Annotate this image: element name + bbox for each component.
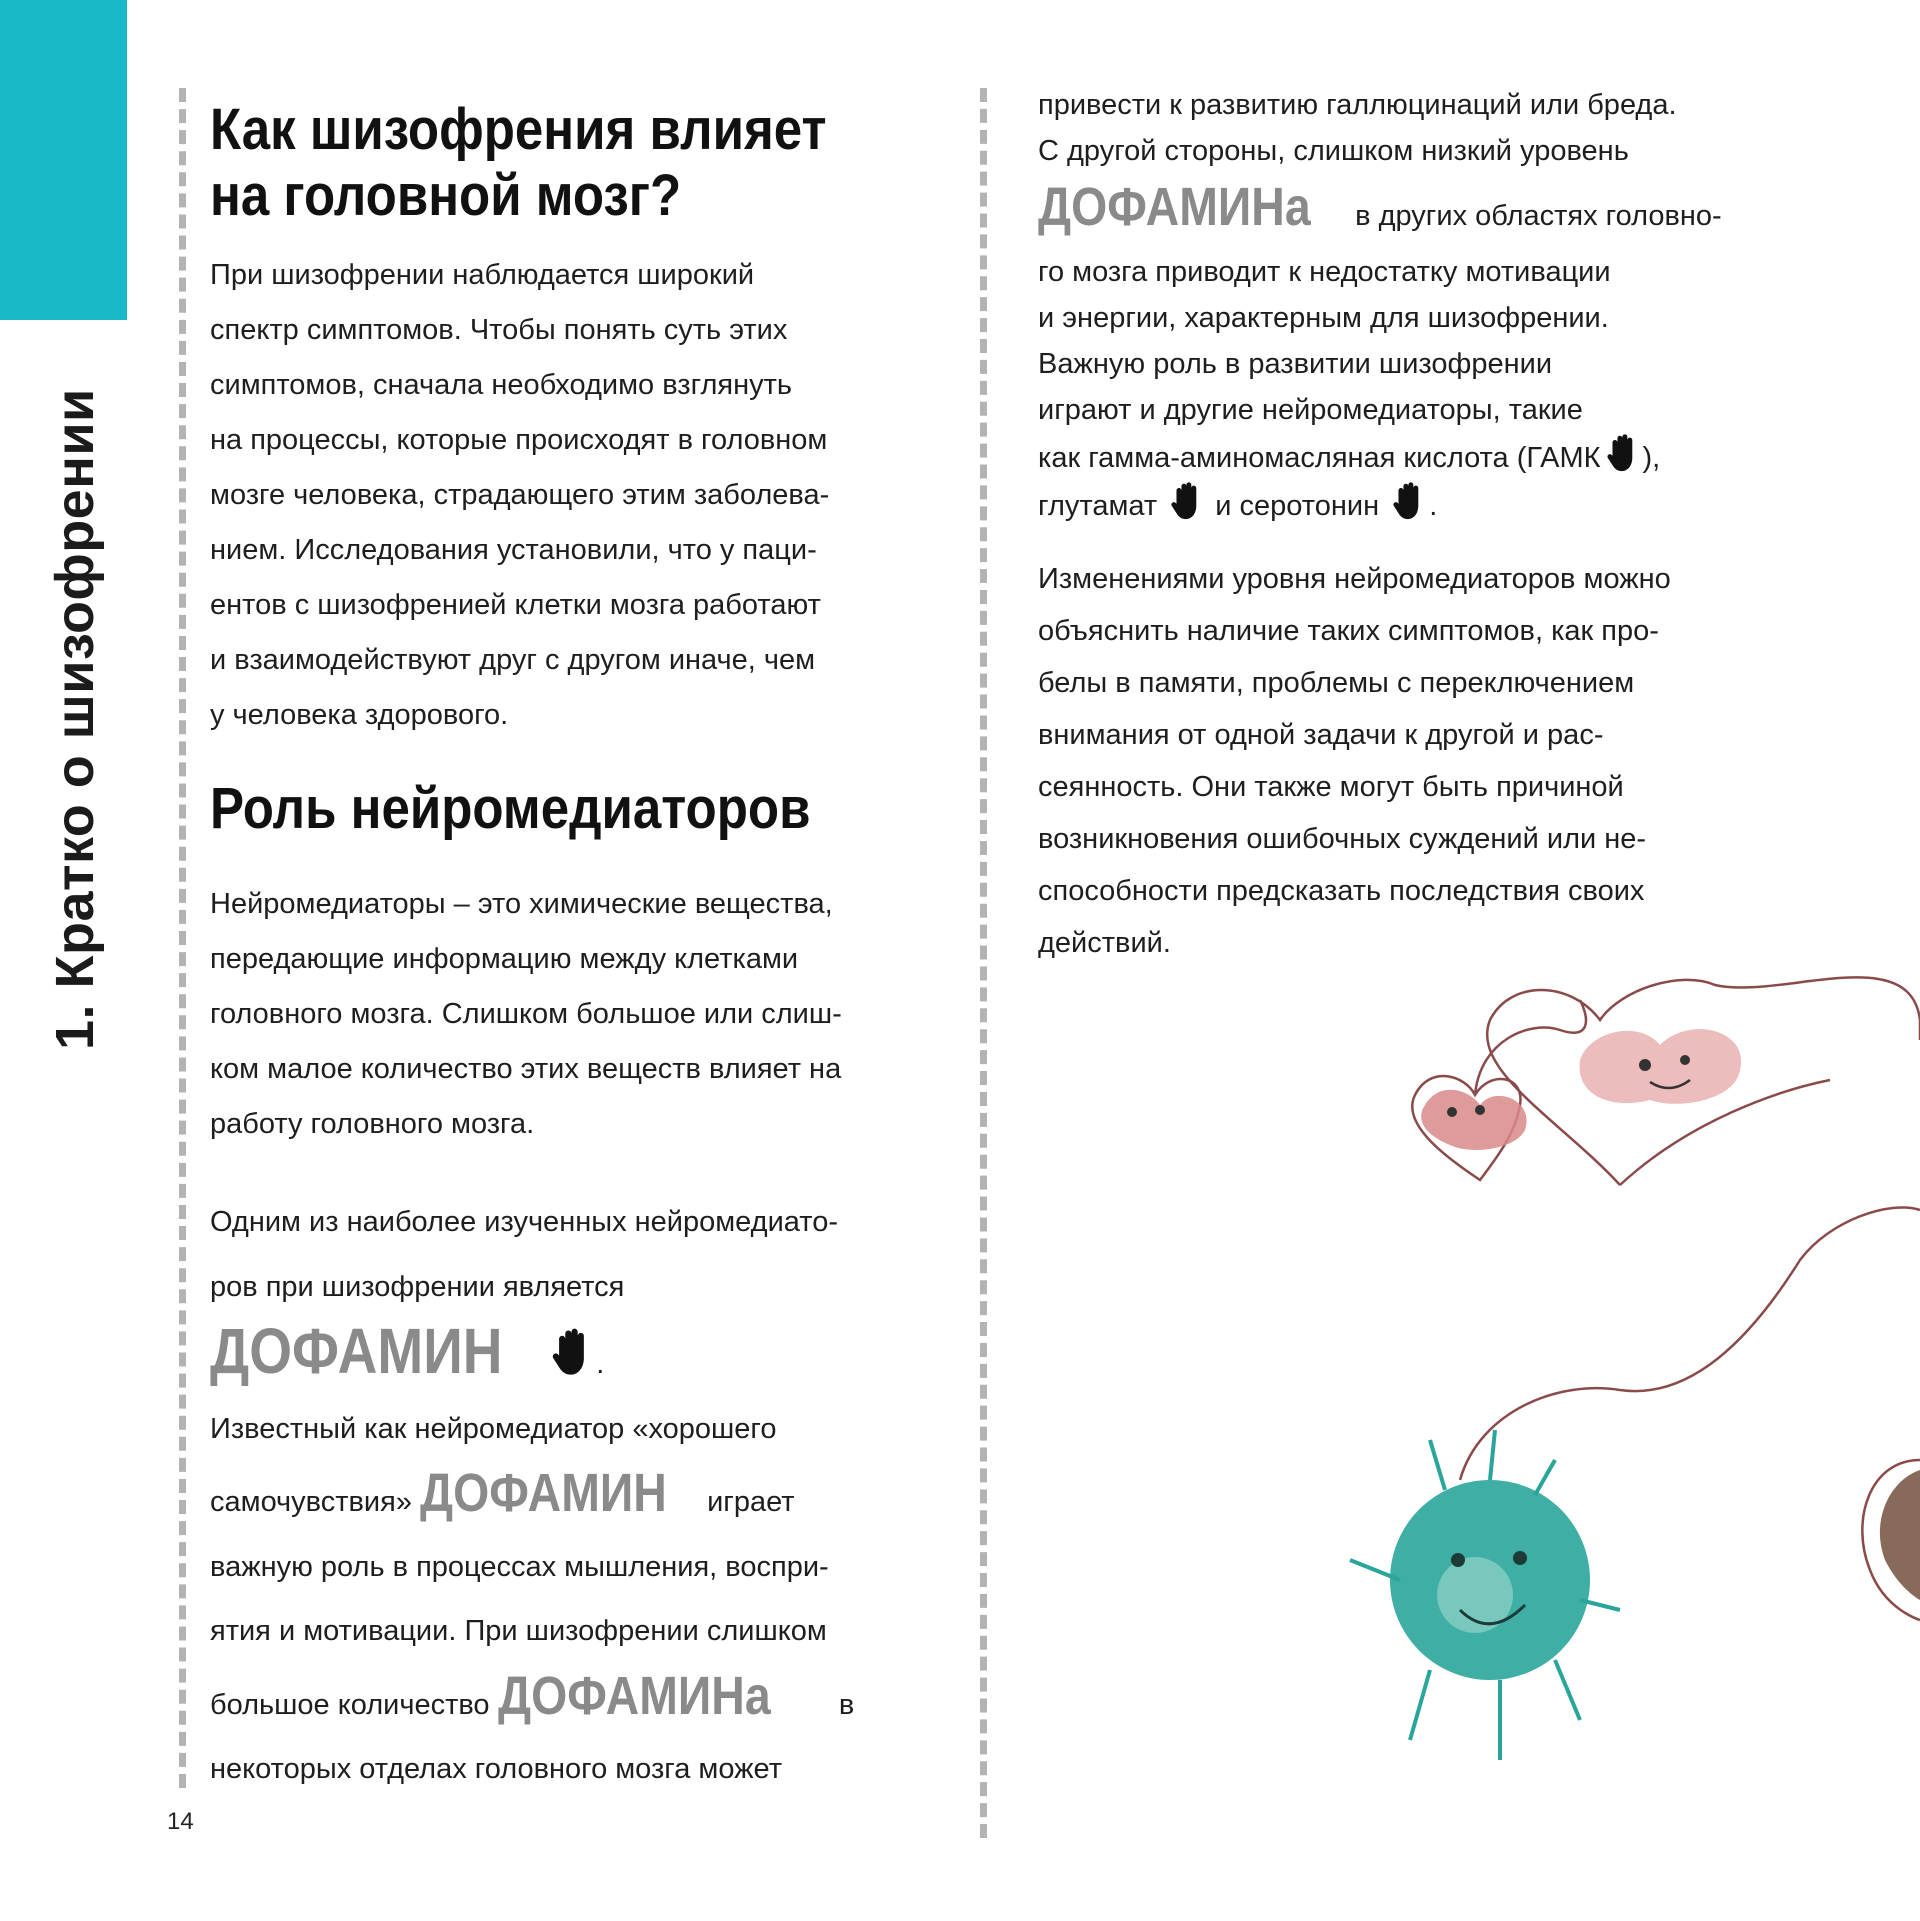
text-fragment: и серотонин — [1215, 490, 1380, 522]
stop-hand-icon — [1391, 481, 1425, 521]
text-line: передающие информацию между клетками — [210, 943, 799, 975]
text-line — [1038, 481, 1818, 529]
text-line: возникновения ошибочных суждений или не- — [1038, 823, 1647, 855]
text-fragment: в — [838, 1688, 855, 1721]
eye-icon — [1475, 1105, 1485, 1115]
red-blob-character — [1421, 1090, 1526, 1150]
text-line: важную роль в процессах мышления, воспри- — [210, 1550, 829, 1583]
text-line: белы в памяти, проблемы с переключением — [1038, 667, 1635, 699]
middle-dashed-divider — [980, 88, 987, 1838]
paragraph-symptoms-explanation — [1038, 553, 1818, 969]
text-line: и взаимодействуют друг с другом иначе, чем — [210, 644, 816, 676]
text-fragment: глутамат — [1038, 490, 1158, 522]
dopamine-highlight: ДОФАМИН — [420, 1463, 667, 1523]
dopamine-highlight: ДОФАМИНа — [497, 1665, 771, 1726]
period: . — [596, 1348, 605, 1380]
stop-hand-icon — [1605, 433, 1639, 473]
section-heading-brain — [210, 97, 914, 229]
dopamine-highlight: ДОФАМИНа — [1038, 177, 1311, 237]
text-fragment: как гамма-аминомасляная кислота (ГАМК — [1038, 442, 1601, 474]
page-number: 14 — [167, 1808, 194, 1835]
text-line — [210, 1664, 970, 1738]
text-line: При шизофрении наблюдается широкий — [210, 259, 755, 291]
text-line: сеянность. Они также могут быть причиной — [1038, 771, 1624, 803]
stop-hand-icon — [550, 1327, 592, 1377]
eye-icon — [1680, 1055, 1690, 1065]
text-line — [1038, 433, 1818, 481]
text-fragment: . — [1429, 490, 1438, 522]
text-line: действий. — [1038, 927, 1171, 959]
text-line: нием. Исследования установили, что у паци- — [210, 534, 817, 566]
eye-icon — [1513, 1551, 1527, 1565]
text-line: способности предсказать последствия своих — [1038, 875, 1645, 907]
heading-line: на головной мозг? — [210, 163, 682, 228]
left-dashed-divider — [179, 88, 186, 1788]
text-line: некоторых отделах головного мозга может — [210, 1753, 782, 1785]
paragraph-dopamine-levels — [1038, 82, 1818, 529]
text-line: на процессы, которые происходят в головном — [210, 424, 828, 456]
text-line: играют и другие нейромедиаторы, такие — [1038, 394, 1583, 426]
text-line: работу головного мозга. — [210, 1108, 535, 1140]
text-fragment: играет — [707, 1486, 795, 1518]
text-fragment: ), — [1642, 442, 1661, 474]
text-line — [1038, 174, 1818, 249]
text-line: ятия и мотивации. При шизофрении слишком — [210, 1615, 827, 1647]
section-color-tab — [0, 0, 127, 320]
text-fragment: большое количество — [210, 1688, 490, 1721]
text-line: го мозга приводит к недостатку мотивации — [1038, 256, 1611, 288]
text-line: спектр симптомов. Чтобы понять суть этих — [210, 314, 788, 346]
text-line: у человека здорового. — [210, 699, 509, 731]
teal-connector — [1460, 1207, 1920, 1480]
text-line: Важную роль в развитии шизофрении — [1038, 348, 1553, 380]
text-line: Изменениями уровня нейромедиаторов можно — [1038, 563, 1671, 595]
text-line: ком малое количество этих веществ влияет на — [210, 1053, 842, 1085]
text-line: Нейромедиаторы – это химические вещества, — [210, 888, 833, 920]
text-line — [210, 1461, 970, 1535]
text-line — [210, 1315, 970, 1397]
watercolor-characters-illustration — [1330, 960, 1920, 1840]
paragraph-symptoms-intro — [210, 248, 970, 743]
paragraph-neurotransmitters-definition — [210, 877, 970, 1152]
text-line: симптомов, сначала необходимо взглянуть — [210, 369, 793, 401]
paragraph-dopamine — [210, 1190, 970, 1802]
text-fragment: в других областях головно- — [1355, 200, 1722, 232]
brown-blob-character — [1880, 1470, 1920, 1600]
text-line: С другой стороны, слишком низкий уровень — [1038, 135, 1629, 167]
text-line: привести к развитию галлюцинаций или бреда. — [1038, 89, 1677, 121]
text-line: мозге человека, страдающего этим заболева- — [210, 479, 830, 511]
eye-icon — [1451, 1553, 1465, 1567]
chapter-vertical-title: 1. Кратко о шизофрении — [45, 388, 105, 1050]
text-line: ентов с шизофренией клетки мозга работают — [210, 589, 821, 621]
heading-line: Как шизофрения влияет — [210, 97, 827, 162]
text-line: головного мозга. Слишком большое или слиш- — [210, 998, 842, 1030]
section-heading-neurotransmitters: Роль нейромедиаторов — [210, 776, 811, 841]
text-line: внимания от одной задачи к другой и рас- — [1038, 719, 1604, 751]
pink-blob-character — [1580, 1029, 1742, 1104]
dopamine-highlight: ДОФАМИН — [210, 1315, 503, 1387]
stop-hand-icon — [1169, 481, 1203, 521]
text-line: ров при шизофрении является — [210, 1270, 625, 1303]
eye-icon — [1639, 1059, 1651, 1071]
text-line: Одним из наиболее изученных нейромедиато- — [210, 1206, 839, 1238]
text-line: Известный как нейромедиатор «хорошего — [210, 1412, 777, 1445]
eye-icon — [1447, 1107, 1457, 1117]
text-line: и энергии, характерным для шизофрении. — [1038, 302, 1609, 334]
text-line: объяснить наличие таких симптомов, как про- — [1038, 615, 1659, 647]
text-fragment: самочувствия» — [210, 1486, 412, 1518]
